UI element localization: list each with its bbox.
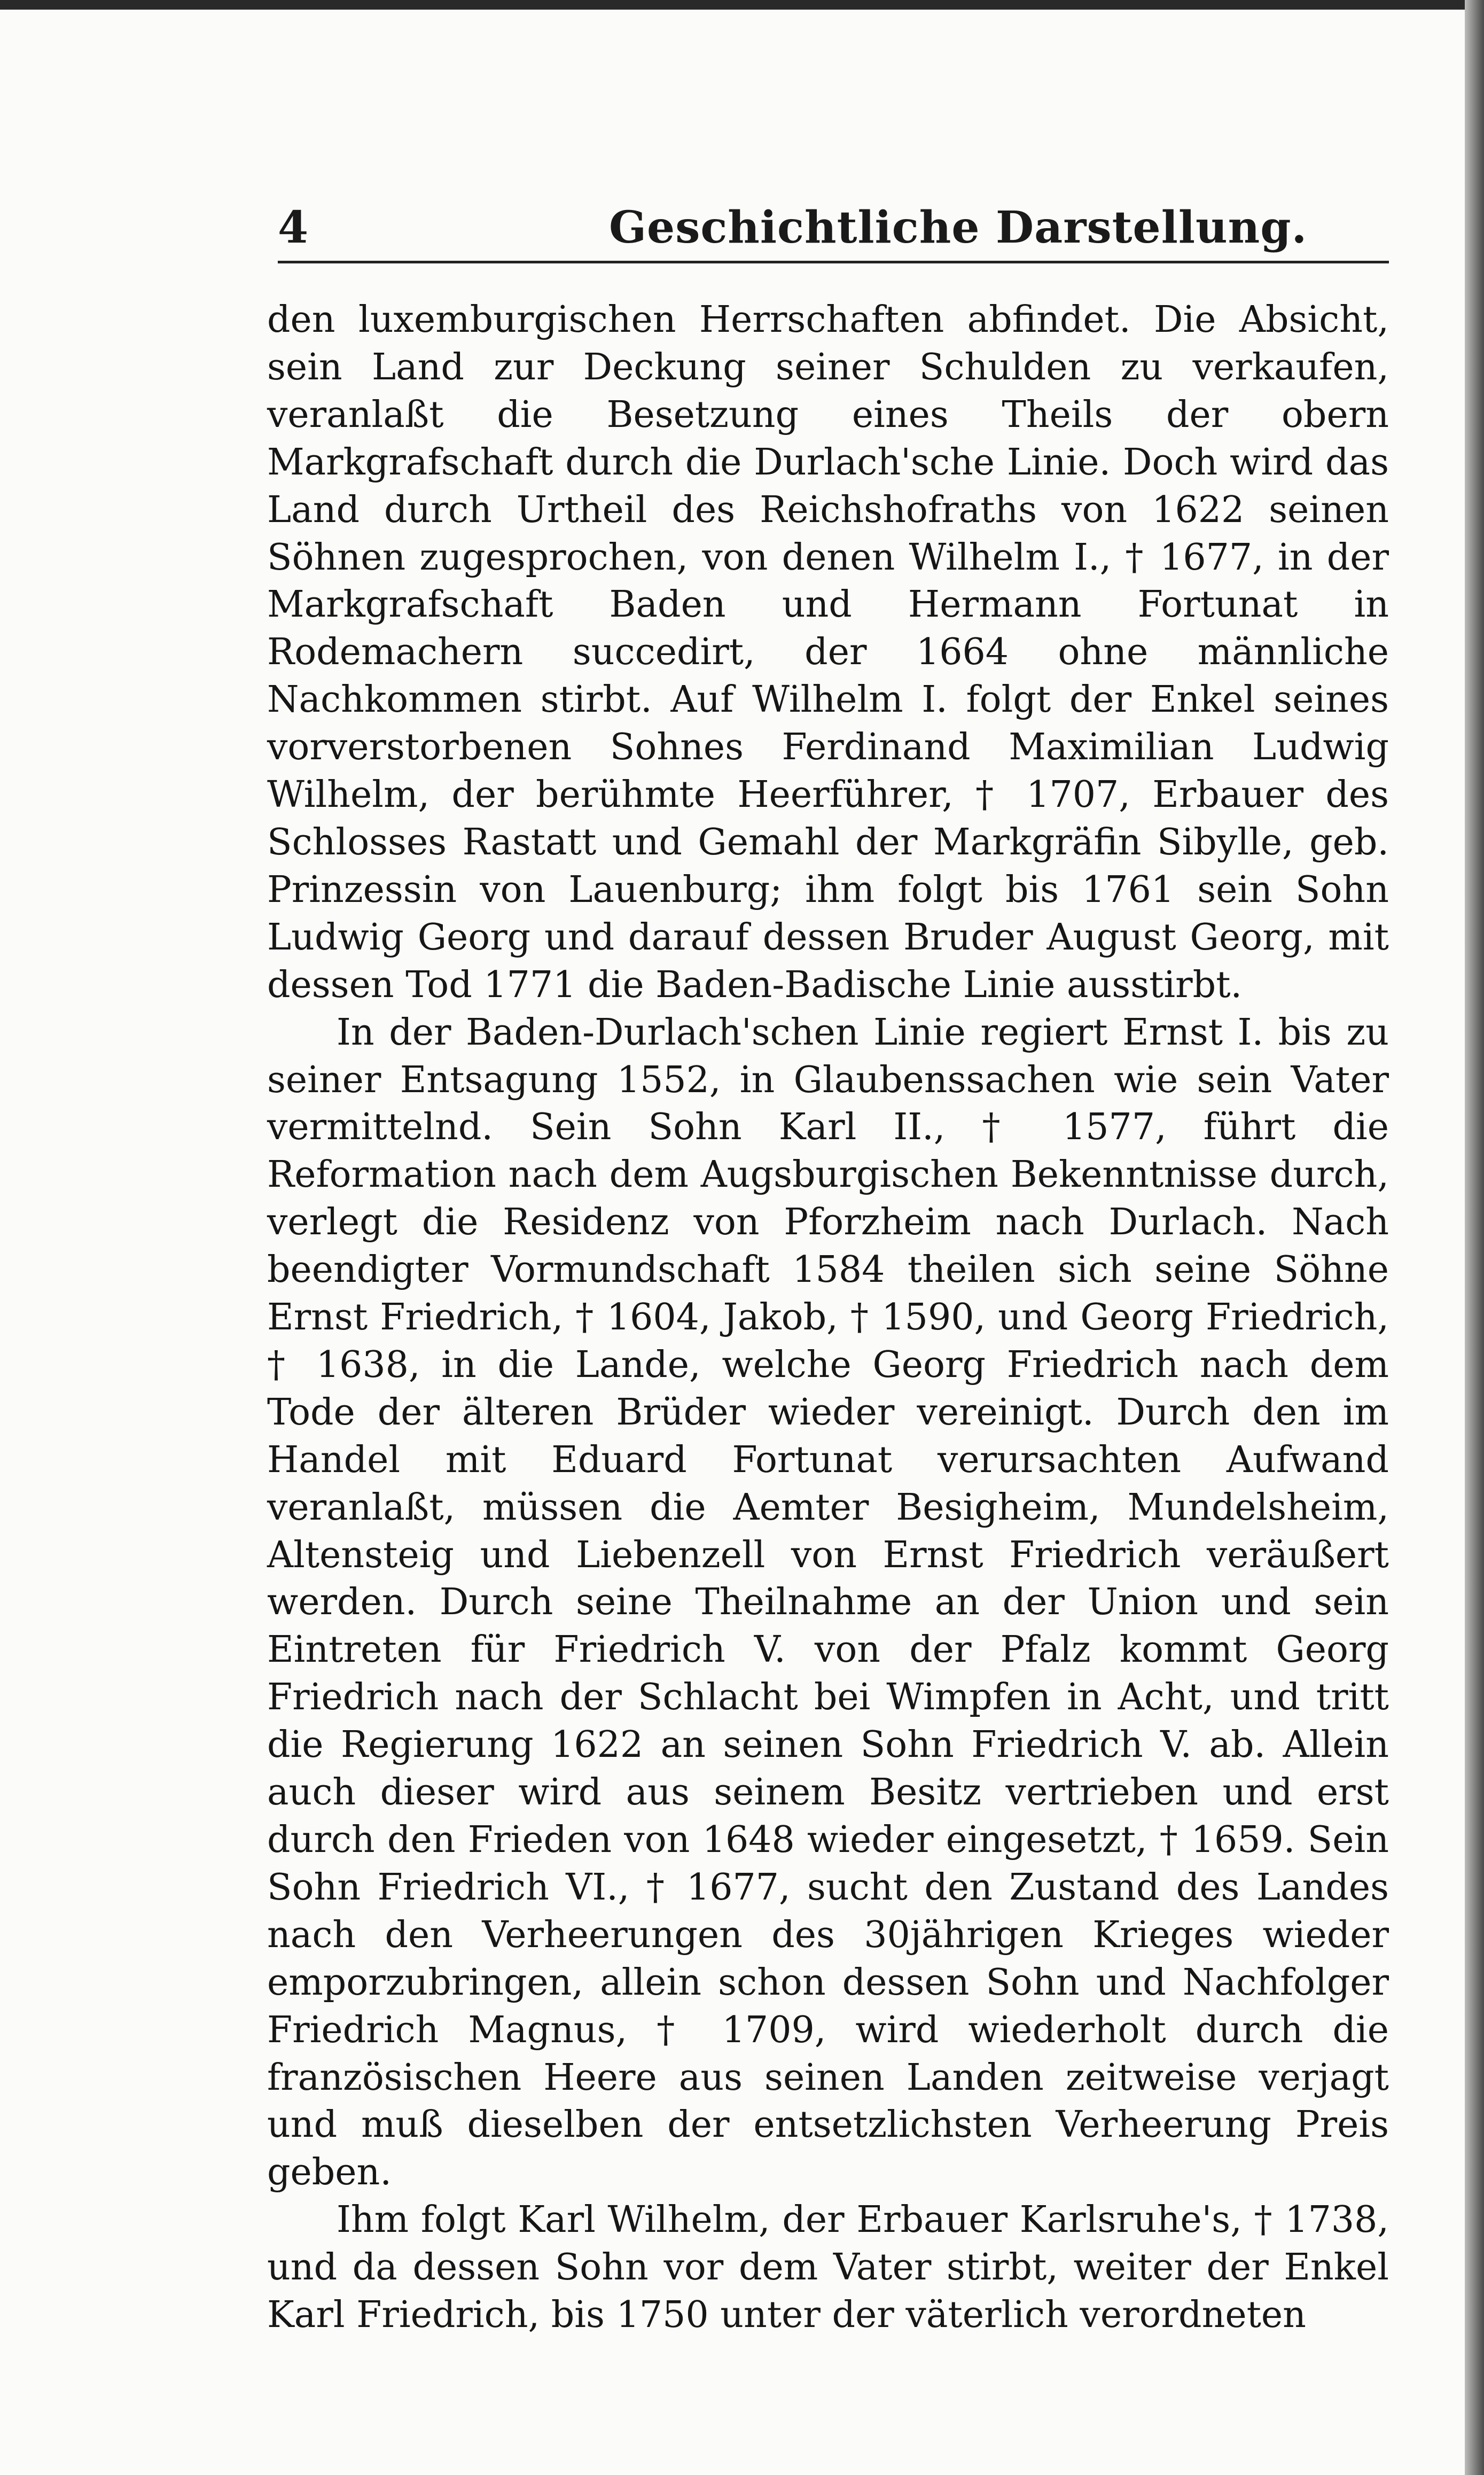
body-text (267, 297, 1389, 2339)
scan-right-edge (1465, 0, 1484, 2475)
page-header (278, 191, 1389, 263)
paragraph-baden-durlach: In der Baden-Durlach'schen Linie regiert Ernst I. bis zu seiner Entsagung 1552, in Glaubenssachen wie sein Vater vermittelnd. Sein Sohn Karl II., † 1577, führt die Reformation nach dem Augsburgischen Bekenntnisse durch, verlegt die Residenz von Pforzheim nach Durlach. Nach beendigter Vormundschaft 1584 theilen sich seine Söhne Ernst Friedrich, † 1604, Jakob, † 1590, und Georg Friedrich, † 1638, in die Lande, welche Georg Friedrich nach dem Tode der älteren Brüder wieder vereinigt. Durch den im Handel mit Eduard Fortunat verursachten Aufwand veranlaßt, müssen die Aemter Besigheim, Mundelsheim, Altensteig und Liebenzell von Ernst Friedrich veräußert werden. Durch seine Theilnahme an der Union und sein Eintreten für Friedrich V. von der Pfalz kommt Georg Friedrich nach der Schlacht bei Wimpfen in Acht, und tritt die Regierung 1622 an seinen Sohn Friedrich V. ab. Allein auch dieser wird aus seinem Besitz vertrieben und erst durch den Frieden von 1648 wieder eingesetzt, † 1659. Sein Sohn Friedrich VI., † 1677, sucht den Zustand des Landes nach den Verheerungen des 30jährigen Krieges wieder emporzubringen, allein schon dessen Sohn und Nachfolger Friedrich Magnus, † 1709, wird wiederholt durch die französischen Heere aus seinen Landen zeitweise verjagt und muß dieselben der entsetzlichsten Verheerung Preis geben. (267, 1011, 1389, 2194)
paragraph-karl-wilhelm: Ihm folgt Karl Wilhelm, der Erbauer Karlsruhe's, † 1738, und da dessen Sohn vor dem Vater stirbt, weiter der Enkel Karl Friedrich, bis 1750 unter der väterlich verordneten (267, 2199, 1389, 2337)
running-title: Geschichtliche Darstellung. (609, 202, 1308, 253)
paragraph-continued: den luxemburgischen Herrschaften abfindet. Die Absicht, sein Land zur Deckung seiner Schulden zu verkaufen, veranlaßt die Besetzung eines Theils der obern Markgrafschaft durch die Durlach'sche Linie. Doch wird das Land durch Urtheil des Reichshofraths von 1622 seinen Söhnen zugesprochen, von denen Wilhelm I., † 1677, in der Markgrafschaft Baden und Hermann Fortunat in Rodemachern succedirt, der 1664 ohne männliche Nachkommen stirbt. Auf Wilhelm I. folgt der Enkel seines vorverstorbenen Sohnes Ferdinand Maximilian Ludwig Wilhelm, der berühmte Heerführer, † 1707, Erbauer des Schlosses Rastatt und Gemahl der Markgräfin Sibylle, geb. Prinzessin von Lauenburg; ihm folgt bis 1761 sein Sohn Ludwig Georg und darauf dessen Bruder August Georg, mit dessen Tod 1771 die Baden-Badische Linie ausstirbt. (267, 299, 1389, 1006)
page-number: 4 (278, 202, 309, 253)
scan-top-edge (0, 0, 1484, 10)
